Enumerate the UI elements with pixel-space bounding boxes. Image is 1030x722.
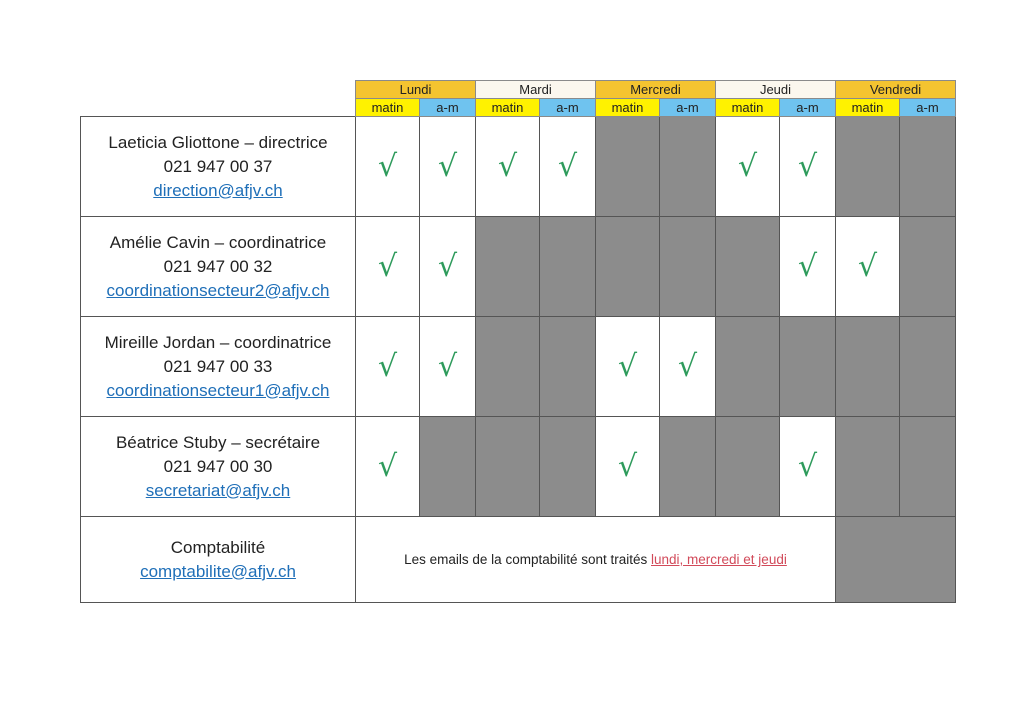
availability-cell-tuesday-morning — [476, 417, 540, 517]
availability-cell-thursday-morning — [716, 417, 780, 517]
availability-cell-tuesday-afternoon — [540, 117, 596, 217]
availability-cell-friday-afternoon — [900, 117, 956, 217]
accounting-note-days: lundi, mercredi et jeudi — [651, 552, 787, 567]
availability-cell-monday-afternoon — [420, 217, 476, 317]
staff-info — [81, 417, 356, 517]
availability-cell-friday-morning — [836, 317, 900, 417]
availability-cell-friday-afternoon — [900, 217, 956, 317]
availability-cell-tuesday-afternoon — [540, 417, 596, 517]
slot-header-row — [81, 99, 956, 117]
availability-cell-tuesday-morning — [476, 117, 540, 217]
day-header-row — [81, 81, 956, 99]
header-spacer — [81, 99, 356, 117]
staff-row — [81, 417, 956, 517]
slot-thursday-afternoon: a-m — [780, 99, 836, 117]
staff-name: Mireille Jordan – coordinatrice — [104, 332, 332, 352]
availability-cell-wednesday-morning — [596, 417, 660, 517]
day-header-thursday: Jeudi — [716, 81, 836, 99]
slot-wednesday-morning: matin — [596, 99, 660, 117]
check-icon: √ — [377, 149, 398, 184]
staff-phone: 021 947 00 37 — [163, 156, 273, 176]
day-header-friday: Vendredi — [836, 81, 956, 99]
check-icon: √ — [377, 349, 398, 384]
availability-cell-monday-morning — [356, 317, 420, 417]
slot-monday-morning: matin — [356, 99, 420, 117]
slot-tuesday-afternoon: a-m — [540, 99, 596, 117]
check-icon: √ — [557, 149, 578, 184]
slot-tuesday-morning: matin — [476, 99, 540, 117]
check-icon: √ — [797, 249, 818, 284]
availability-cell-wednesday-afternoon — [660, 117, 716, 217]
header-spacer — [81, 81, 356, 99]
staff-info — [81, 217, 356, 317]
slot-thursday-morning: matin — [716, 99, 780, 117]
day-header-tuesday: Mardi — [476, 81, 596, 99]
check-icon: √ — [737, 149, 758, 184]
staff-row — [81, 217, 956, 317]
availability-cell-monday-afternoon — [420, 417, 476, 517]
availability-cell-thursday-morning — [716, 117, 780, 217]
staff-phone: 021 947 00 33 — [163, 356, 273, 376]
availability-cell-friday-afternoon — [900, 417, 956, 517]
check-icon: √ — [497, 149, 518, 184]
slot-friday-afternoon: a-m — [900, 99, 956, 117]
availability-cell-tuesday-afternoon — [540, 217, 596, 317]
availability-cell-wednesday-morning — [596, 317, 660, 417]
availability-cell-thursday-morning — [716, 317, 780, 417]
staff-info — [81, 117, 356, 217]
staff-name: Béatrice Stuby – secrétaire — [115, 432, 321, 452]
check-icon: √ — [797, 149, 818, 184]
staff-schedule-table — [80, 80, 956, 603]
slot-friday-morning: matin — [836, 99, 900, 117]
check-icon: √ — [617, 349, 638, 384]
availability-cell-friday-morning — [836, 217, 900, 317]
check-icon: √ — [677, 349, 698, 384]
check-icon: √ — [797, 449, 818, 484]
availability-cell-friday-morning — [836, 417, 900, 517]
staff-email-link[interactable]: direction@afjv.ch — [153, 180, 283, 200]
availability-cell-wednesday-morning — [596, 217, 660, 317]
day-header-monday: Lundi — [356, 81, 476, 99]
staff-email-link[interactable]: secretariat@afjv.ch — [145, 480, 291, 500]
accounting-friday-cell — [836, 517, 956, 603]
staff-phone: 021 947 00 30 — [163, 456, 273, 476]
accounting-info — [81, 517, 356, 603]
availability-cell-thursday-morning — [716, 217, 780, 317]
availability-cell-thursday-afternoon — [780, 117, 836, 217]
staff-phone: 021 947 00 32 — [163, 256, 273, 276]
availability-cell-tuesday-morning — [476, 217, 540, 317]
staff-email-link[interactable]: coordinationsecteur1@afjv.ch — [106, 380, 330, 400]
staff-row — [81, 117, 956, 217]
availability-cell-wednesday-afternoon — [660, 417, 716, 517]
day-header-wednesday: Mercredi — [596, 81, 716, 99]
availability-cell-tuesday-morning — [476, 317, 540, 417]
availability-cell-wednesday-morning — [596, 117, 660, 217]
accounting-name: Comptabilité — [170, 537, 266, 557]
slot-monday-afternoon: a-m — [420, 99, 476, 117]
availability-cell-monday-morning — [356, 117, 420, 217]
check-icon: √ — [857, 249, 878, 284]
availability-cell-monday-afternoon — [420, 317, 476, 417]
availability-cell-monday-morning — [356, 217, 420, 317]
staff-info — [81, 317, 356, 417]
availability-cell-wednesday-afternoon — [660, 317, 716, 417]
availability-cell-monday-morning — [356, 417, 420, 517]
availability-cell-thursday-afternoon — [780, 417, 836, 517]
check-icon: √ — [437, 149, 458, 184]
check-icon: √ — [377, 249, 398, 284]
accounting-row — [81, 517, 956, 603]
accounting-note — [356, 517, 836, 603]
availability-cell-thursday-afternoon — [780, 317, 836, 417]
staff-name: Laeticia Gliottone – directrice — [108, 132, 328, 152]
check-icon: √ — [617, 449, 638, 484]
staff-row — [81, 317, 956, 417]
slot-wednesday-afternoon: a-m — [660, 99, 716, 117]
availability-cell-monday-afternoon — [420, 117, 476, 217]
accounting-email-link[interactable]: comptabilite@afjv.ch — [140, 561, 296, 581]
availability-cell-friday-morning — [836, 117, 900, 217]
check-icon: √ — [377, 449, 398, 484]
accounting-note-text: Les emails de la comptabilité sont traités — [404, 552, 652, 567]
staff-email-link[interactable]: coordinationsecteur2@afjv.ch — [106, 280, 330, 300]
check-icon: √ — [437, 249, 458, 284]
availability-cell-friday-afternoon — [900, 317, 956, 417]
availability-cell-tuesday-afternoon — [540, 317, 596, 417]
availability-cell-thursday-afternoon — [780, 217, 836, 317]
staff-name: Amélie Cavin – coordinatrice — [109, 232, 327, 252]
availability-cell-wednesday-afternoon — [660, 217, 716, 317]
check-icon: √ — [437, 349, 458, 384]
